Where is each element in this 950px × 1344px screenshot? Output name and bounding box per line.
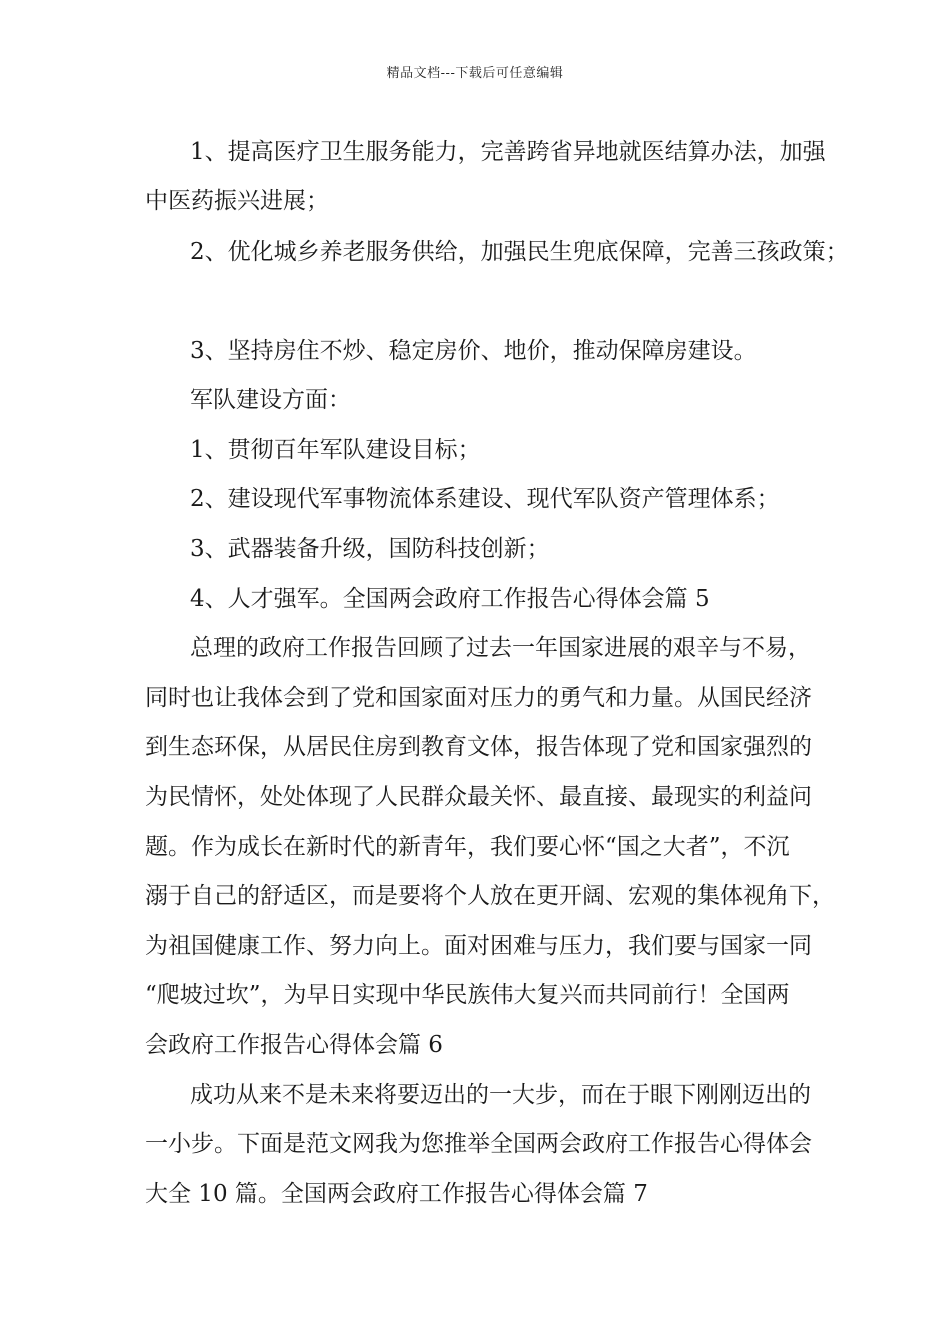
body-line-8: 3、武器装备升级，国防科技创新； xyxy=(190,536,550,562)
body-line-19: 成功从来不是未来将要迈出的一大步，而在于眼下刚刚迈出的 xyxy=(190,1082,811,1108)
body-line-7: 2、建设现代军事物流体系建设、现代军队资产管理体系； xyxy=(190,486,780,512)
body-line-12: 到生态环保，从居民住房到教育文体，报告体现了党和国家强烈的 xyxy=(145,734,812,760)
body-line-14: 题。作为成长在新时代的新青年，我们要心怀“国之大者”，不沉 xyxy=(145,834,790,860)
body-line-4: 3、坚持房住不炒、稳定房价、地价，推动保障房建设。 xyxy=(190,338,757,364)
body-line-18: 会政府工作报告心得体会篇 6 xyxy=(145,1032,443,1058)
body-line-10: 总理的政府工作报告回顾了过去一年国家进展的艰辛与不易， xyxy=(190,635,811,661)
body-line-20: 一小步。下面是范文网我为您推举全国两会政府工作报告心得体会 xyxy=(145,1131,812,1157)
page-header: 精品文档---下载后可任意编辑 xyxy=(386,66,564,81)
body-line-3: 2、优化城乡养老服务供给，加强民生兜底保障，完善三孩政策； xyxy=(190,239,849,265)
body-line-2: 中医药振兴进展； xyxy=(145,188,329,214)
body-line-16: 为祖国健康工作、努力向上。面对困难与压力，我们要与国家一同 xyxy=(145,933,812,959)
body-line-15: 溺于自己的舒适区，而是要将个人放在更开阔、宏观的集体视角下， xyxy=(145,883,835,909)
body-line-6: 1、贯彻百年军队建设目标； xyxy=(190,437,481,463)
body-line-1: 1、提高医疗卫生服务能力，完善跨省异地就医结算办法，加强 xyxy=(190,139,826,165)
body-line-5: 军队建设方面： xyxy=(190,387,351,413)
body-line-21: 大全 10 篇。全国两会政府工作报告心得体会篇 7 xyxy=(145,1181,648,1207)
body-line-9: 4、人才强军。全国两会政府工作报告心得体会篇 5 xyxy=(190,586,710,612)
body-line-17: “爬坡过坎”，为早日实现中华民族伟大复兴而共同前行！全国两 xyxy=(145,982,790,1008)
body-line-13: 为民情怀，处处体现了人民群众最关怀、最直接、最现实的利益问 xyxy=(145,784,812,810)
body-line-11: 同时也让我体会到了党和国家面对压力的勇气和力量。从国民经济 xyxy=(145,685,812,711)
